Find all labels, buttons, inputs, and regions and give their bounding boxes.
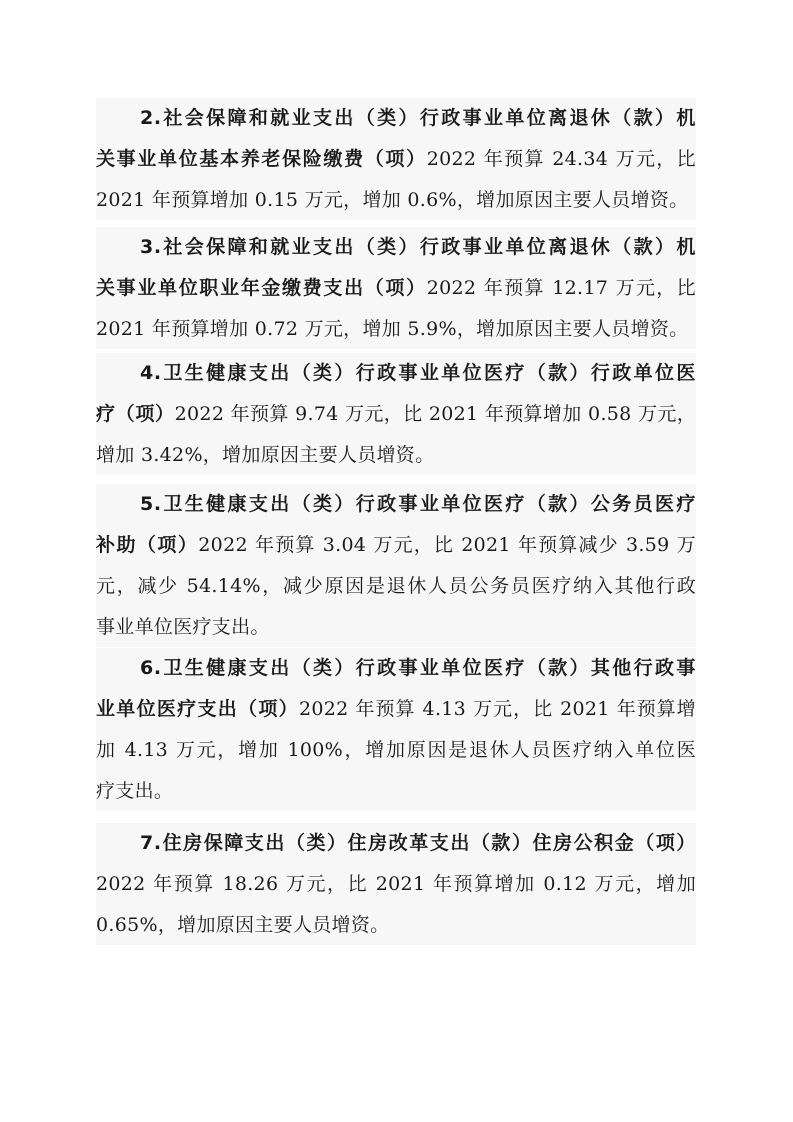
paragraph-line <box>96 823 696 863</box>
item-text: 0.65%，增加原因主要人员增资。 <box>96 914 390 936</box>
item-text: 2022 年预算 9.74 万元，比 2021 年预算增加 0.58 万元， <box>174 403 696 425</box>
paragraph-line <box>96 139 696 179</box>
item-heading: 4.卫生健康支出（类）行政事业单位医疗（款）行政单位医 <box>140 362 696 384</box>
item-text: 2022 年预算 24.34 万元，比 <box>426 148 696 170</box>
paragraph-3 <box>96 227 696 349</box>
paragraph-4 <box>96 353 696 475</box>
paragraph-7 <box>96 823 696 945</box>
item-heading: 2.社会保障和就业支出（类）行政事业单位离退休（款）机 <box>140 107 696 129</box>
item-text: 增加 3.42%，增加原因主要人员增资。 <box>96 444 435 466</box>
paragraph-line <box>96 180 696 220</box>
paragraph-line <box>96 484 696 524</box>
item-heading: 3.社会保障和就业支出（类）行政事业单位离退休（款）机 <box>140 236 696 258</box>
paragraph-6 <box>96 648 696 811</box>
item-text: 2022 年预算 18.26 万元，比 2021 年预算增加 0.12 万元，增加 <box>96 873 696 895</box>
paragraph-line <box>96 689 696 729</box>
paragraph-line <box>96 525 696 565</box>
item-text: 事业单位医疗支出。 <box>96 616 270 638</box>
paragraph-line <box>96 607 696 647</box>
item-heading: 补助（项） <box>96 534 199 556</box>
item-text: 2022 年预算 3.04 万元，比 2021 年预算减少 3.59 万 <box>198 534 696 556</box>
item-text: 2022 年预算 12.17 万元，比 <box>426 277 696 299</box>
item-text: 2021 年预算增加 0.15 万元，增加 0.6%，增加原因主要人员增资。 <box>96 189 689 211</box>
paragraph-line <box>96 435 696 475</box>
paragraph-line <box>96 566 696 606</box>
item-text: 疗支出。 <box>96 780 174 802</box>
item-heading: 5.卫生健康支出（类）行政事业单位医疗（款）公务员医疗 <box>140 493 696 515</box>
item-heading: 7.住房保障支出（类）住房改革支出（款）住房公积金（项） <box>140 832 696 854</box>
item-text: 2022 年预算 4.13 万元，比 2021 年预算增 <box>298 698 696 720</box>
paragraph-line <box>96 771 696 811</box>
paragraph-line <box>96 309 696 349</box>
item-text: 加 4.13 万元，增加 100%，增加原因是退休人员医疗纳入单位医 <box>96 739 696 761</box>
item-heading: 关事业单位基本养老保险缴费（项） <box>96 148 427 170</box>
item-heading: 业单位医疗支出（项） <box>96 698 299 720</box>
paragraph-line <box>96 648 696 688</box>
paragraph-5 <box>96 484 696 647</box>
paragraph-line <box>96 864 696 904</box>
paragraph-line <box>96 353 696 393</box>
paragraph-line <box>96 98 696 138</box>
item-text: 元，减少 54.14%，减少原因是退休人员公务员医疗纳入其他行政 <box>96 575 696 597</box>
paragraph-2 <box>96 98 696 220</box>
item-heading: 6.卫生健康支出（类）行政事业单位医疗（款）其他行政事 <box>140 657 696 679</box>
paragraph-line <box>96 227 696 267</box>
item-heading: 关事业单位职业年金缴费支出（项） <box>96 277 427 299</box>
paragraph-line <box>96 268 696 308</box>
item-heading: 疗（项） <box>96 403 175 425</box>
paragraph-line <box>96 730 696 770</box>
paragraph-line <box>96 905 696 945</box>
item-text: 2021 年预算增加 0.72 万元，增加 5.9%，增加原因主要人员增资。 <box>96 318 689 340</box>
paragraph-line <box>96 394 696 434</box>
